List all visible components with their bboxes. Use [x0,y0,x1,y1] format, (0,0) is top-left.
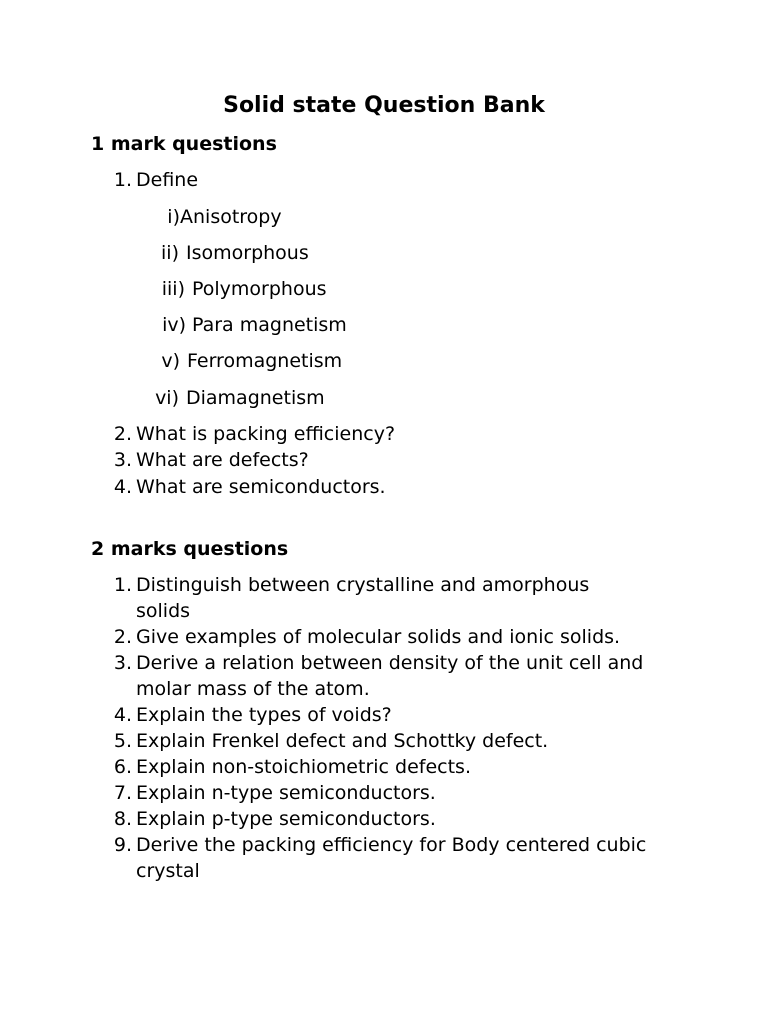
sub-item-number: iii) [161,278,185,300]
item-text: Derive the packing efficiency for Body centered cubic [136,834,647,856]
section-heading-2-marks: 2 marks questions [91,538,289,560]
item-number: 6. [113,756,132,778]
sub-item-number: ii) [161,242,179,264]
sub-item-text: Diamagnetism [186,387,325,409]
item-text: Define [136,169,199,191]
item-text: Explain n-type semiconductors. [136,782,436,804]
sub-item-text: Ferromagnetism [187,350,343,372]
sub-item-number: v) [161,350,180,372]
item-text: Give examples of molecular solids and ionic solids. [136,626,621,648]
section-heading-1-mark: 1 mark questions [91,133,277,155]
item-text: Explain p-type semiconductors. [136,808,436,830]
item-number: 1. [113,574,132,596]
item-text: Distinguish between crystalline and amorphous [136,574,590,596]
item-text: Explain the types of voids? [136,704,392,726]
sub-item-text: Isomorphous [186,242,309,264]
item-text: What is packing efficiency? [136,423,396,445]
item-number: 1. [113,169,132,191]
item-number: 4. [113,704,132,726]
item-number: 5. [113,730,132,752]
item-text: Explain non-stoichiometric defects. [136,756,471,778]
item-number: 3. [113,449,132,471]
item-number: 2. [113,423,132,445]
item-text: Derive a relation between density of the unit cell and [136,652,644,674]
item-number: 2. [113,626,132,648]
sub-item-text: Polymorphous [192,278,327,300]
sub-item-text: Para magnetism [192,314,347,336]
item-text-continued: molar mass of the atom. [136,678,370,700]
item-number: 8. [113,808,132,830]
sub-item-number: vi) [155,387,179,409]
sub-item-number: iv) [162,314,186,336]
item-text-continued: solids [136,600,191,622]
sub-item-number: i) [167,206,180,228]
item-number: 9. [113,834,132,856]
item-number: 7. [113,782,132,804]
page-title: Solid state Question Bank [223,93,545,118]
item-text: Explain Frenkel defect and Schottky defect. [136,730,549,752]
item-text: What are defects? [136,449,309,471]
sub-item-text: Anisotropy [180,206,282,228]
item-text-continued: crystal [136,860,200,882]
item-number: 3. [113,652,132,674]
item-number: 4. [113,476,132,498]
item-text: What are semiconductors. [136,476,386,498]
